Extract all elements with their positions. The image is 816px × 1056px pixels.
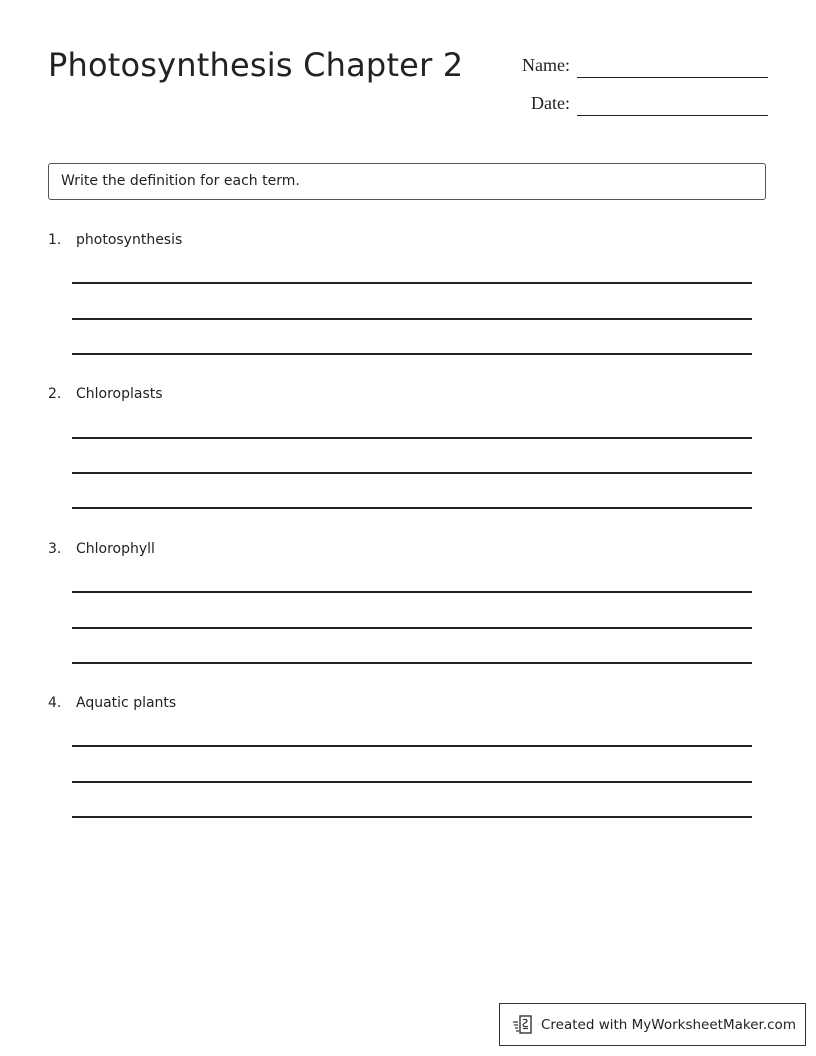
date-label: Date: <box>531 93 570 113</box>
date-field[interactable] <box>500 86 768 116</box>
name-label: Name: <box>522 55 570 75</box>
question-term: Aquatic plants <box>76 695 177 711</box>
answer-line[interactable] <box>72 816 752 818</box>
answer-line[interactable] <box>72 781 752 783</box>
answer-line[interactable] <box>72 282 752 284</box>
answer-line[interactable] <box>72 745 752 747</box>
answer-line[interactable] <box>72 591 752 593</box>
question-number: 1. <box>48 232 62 248</box>
worksheet-maker-logo-icon <box>512 1014 534 1036</box>
answer-line[interactable] <box>72 472 752 474</box>
question-number: 3. <box>48 541 62 557</box>
question-term: Chloroplasts <box>76 386 163 402</box>
question-item <box>48 541 768 671</box>
name-field[interactable] <box>500 48 768 78</box>
worksheet-title: Photosynthesis Chapter 2 <box>48 46 464 84</box>
question-item <box>48 232 768 362</box>
answer-line[interactable] <box>72 507 752 509</box>
answer-line[interactable] <box>72 627 752 629</box>
question-term: Chlorophyll <box>76 541 155 557</box>
footer-badge[interactable] <box>499 1003 806 1046</box>
question-item <box>48 386 768 516</box>
question-number: 4. <box>48 695 62 711</box>
question-term: photosynthesis <box>76 232 183 248</box>
answer-line[interactable] <box>72 318 752 320</box>
question-number: 2. <box>48 386 62 402</box>
date-line[interactable] <box>577 115 768 116</box>
name-line[interactable] <box>577 77 768 78</box>
instructions-box: Write the definition for each term. <box>48 163 766 200</box>
question-item <box>48 695 768 825</box>
answer-line[interactable] <box>72 662 752 664</box>
footer-text[interactable]: Created with MyWorksheetMaker.com <box>541 1016 796 1033</box>
answer-line[interactable] <box>72 353 752 355</box>
answer-line[interactable] <box>72 437 752 439</box>
